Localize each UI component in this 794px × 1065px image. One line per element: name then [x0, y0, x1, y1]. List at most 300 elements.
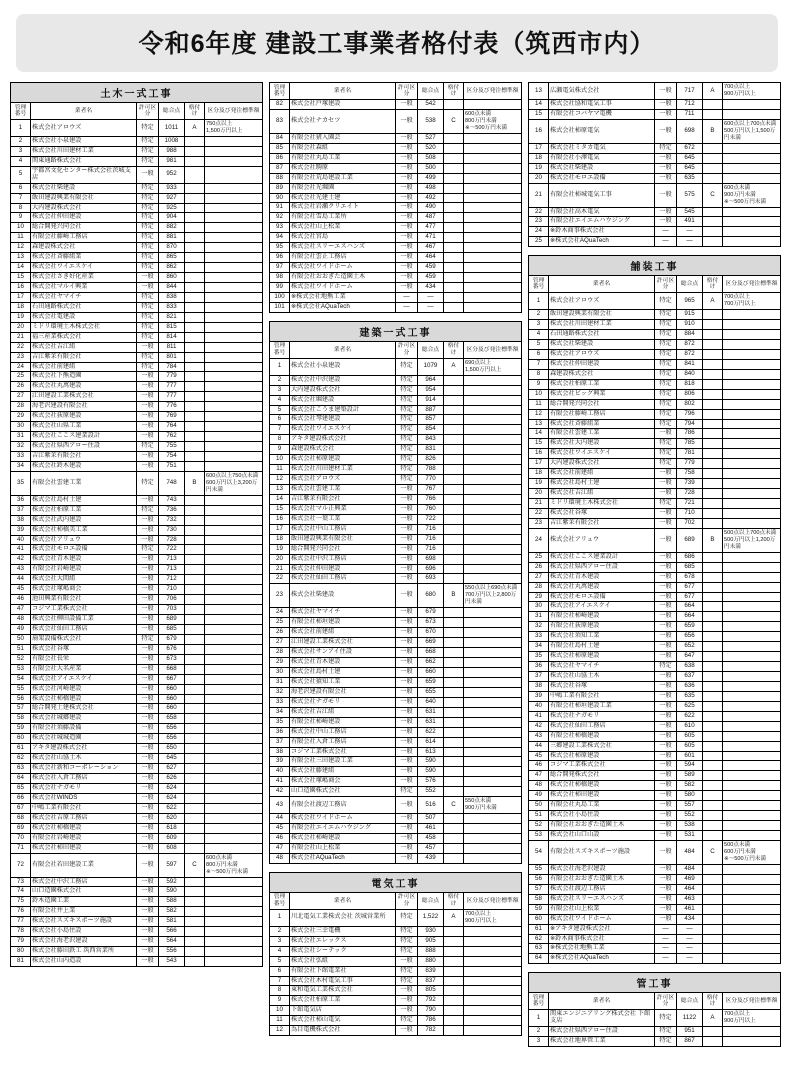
table-row	[11, 694, 263, 704]
table-row	[529, 109, 781, 119]
cell-no: 61	[11, 744, 31, 754]
cell-no: 25	[270, 618, 290, 628]
table-row	[270, 143, 522, 153]
table-row	[11, 283, 263, 293]
cell-standard	[205, 382, 263, 392]
cell-standard	[464, 455, 522, 465]
cell-no: 75	[11, 897, 31, 907]
cell-rank	[185, 392, 205, 402]
table-row	[529, 781, 781, 791]
cell-kyoka: 特定	[137, 292, 159, 302]
table-row	[529, 379, 781, 389]
cell-rank	[185, 461, 205, 471]
cell-kyoka: 一般	[396, 263, 418, 273]
cell-standard	[464, 747, 522, 757]
cell-standard	[723, 310, 781, 320]
cell-score: 461	[418, 824, 444, 834]
cell-name: ※株式会社AQuaTech	[549, 954, 655, 964]
cell-kyoka: 一般	[655, 904, 677, 914]
table-row	[270, 628, 522, 638]
cell-standard	[723, 821, 781, 831]
table-row	[270, 504, 522, 514]
cell-score: 582	[159, 907, 185, 917]
cell-score: 635	[677, 173, 703, 183]
table-row	[270, 554, 522, 564]
table-row	[529, 449, 781, 459]
cell-no: 31	[270, 677, 290, 687]
cell-standard	[205, 595, 263, 605]
table-row	[270, 494, 522, 504]
cell-name: 有限会社渡辺工務店	[290, 797, 396, 814]
cell-rank	[185, 412, 205, 422]
cell-kyoka: 一般	[655, 894, 677, 904]
cell-rank	[703, 914, 723, 924]
cell-standard	[464, 193, 522, 203]
cell-kyoka: 特定	[137, 253, 159, 263]
cell-kyoka: 一般	[137, 783, 159, 793]
table-row	[529, 840, 781, 864]
cell-standard	[464, 485, 522, 495]
cell-rank	[185, 917, 205, 927]
table-row	[270, 465, 522, 475]
cell-rank	[703, 399, 723, 409]
cell-kyoka: 一般	[396, 524, 418, 534]
cell-score: 434	[677, 914, 703, 924]
table-row	[529, 612, 781, 622]
cell-kyoka: 一般	[137, 674, 159, 684]
table-row	[529, 409, 781, 419]
table-row	[270, 100, 522, 110]
cell-score: 576	[418, 777, 444, 787]
cell-standard	[723, 163, 781, 173]
cell-standard	[723, 731, 781, 741]
cell-rank	[703, 791, 723, 801]
cell-no: 72	[11, 853, 31, 877]
cell-score: 698	[418, 554, 444, 564]
cell-standard	[464, 834, 522, 844]
cell-standard	[205, 714, 263, 724]
cell-rank	[185, 575, 205, 585]
cell-kyoka: 特定	[137, 193, 159, 203]
table-row	[270, 648, 522, 658]
cell-score: 814	[159, 332, 185, 342]
cell-standard	[205, 461, 263, 471]
cell-rank	[703, 721, 723, 731]
cell-standard	[464, 564, 522, 574]
cell-score: 685	[677, 562, 703, 572]
cell-no: 33	[270, 697, 290, 707]
cell-score: 464	[677, 884, 703, 894]
cell-name: 有限会社井上業	[31, 907, 137, 917]
table-row	[11, 402, 263, 412]
cell-no: 22	[270, 574, 290, 584]
cell-standard	[464, 814, 522, 824]
cell-standard	[205, 193, 263, 203]
cell-no: 42	[11, 555, 31, 565]
cell-kyoka: 一般	[396, 584, 418, 608]
table-header-row	[11, 103, 263, 120]
cell-kyoka: 特定	[655, 143, 677, 153]
cell-rank	[185, 432, 205, 442]
cell-no: 51	[11, 644, 31, 654]
cell-score: 662	[418, 658, 444, 668]
cell-rank	[703, 508, 723, 518]
cell-no: 91	[270, 203, 290, 213]
cell-rank	[444, 534, 464, 544]
cell-standard	[205, 754, 263, 764]
cell-rank	[444, 193, 464, 203]
cell-rank	[185, 694, 205, 704]
cell-rank	[444, 787, 464, 797]
cell-no: 38	[11, 515, 31, 525]
table-header-row	[270, 341, 522, 358]
cell-standard	[205, 674, 263, 684]
cell-kyoka: 一般	[396, 996, 418, 1006]
cell-standard	[464, 717, 522, 727]
cell-standard: 500点以上700点未満 500万円以上1,200万円未満	[723, 528, 781, 552]
cell-standard	[723, 389, 781, 399]
cell-kyoka: 特定	[396, 475, 418, 485]
table-row	[529, 711, 781, 721]
cell-score: 590	[418, 767, 444, 777]
cell-name: 株式会社仲田建設	[290, 564, 396, 574]
cell-rank	[703, 349, 723, 359]
section-title-hoso: 舗装工事	[528, 255, 781, 275]
cell-name: 有限会社スズキスポーツ施設	[549, 840, 655, 864]
cell-kyoka: 一般	[137, 644, 159, 654]
cell-no: 8	[270, 435, 290, 445]
section-doboku-cont	[269, 82, 522, 313]
cell-name: 有限会社藤崎工務店	[549, 409, 655, 419]
cell-name: 総合開発土建株式会社	[31, 704, 137, 714]
cell-rank	[703, 781, 723, 791]
table-row	[270, 787, 522, 797]
cell-kyoka: 一般	[396, 767, 418, 777]
cell-rank	[703, 429, 723, 439]
cell-no: 33	[11, 451, 31, 461]
cell-rank	[703, 801, 723, 811]
cell-standard	[464, 638, 522, 648]
cell-rank	[703, 874, 723, 884]
cell-standard	[205, 156, 263, 166]
cell-score: 434	[418, 282, 444, 292]
table-row	[270, 385, 522, 395]
cell-kyoka: 一般	[396, 797, 418, 814]
cell-rank	[185, 505, 205, 515]
cell-score: 964	[418, 375, 444, 385]
table-row	[529, 874, 781, 884]
table-row	[11, 555, 263, 565]
cell-no: 3	[270, 936, 290, 946]
table-row	[529, 518, 781, 528]
table-row	[270, 435, 522, 445]
cell-kyoka: 一般	[137, 793, 159, 803]
cell-score: 636	[677, 681, 703, 691]
cell-kyoka: 一般	[137, 555, 159, 565]
table-row	[529, 761, 781, 771]
cell-score: 658	[159, 714, 185, 724]
cell-score: 664	[677, 602, 703, 612]
cell-kyoka: 一般	[396, 193, 418, 203]
cell-rank	[185, 203, 205, 213]
cell-name: 株式会社川田建材工業	[31, 146, 137, 156]
cell-standard	[205, 887, 263, 897]
table-row	[529, 791, 781, 801]
cell-no: 20	[270, 554, 290, 564]
cell-name: 石田通路株式会社	[31, 302, 137, 312]
cell-name: 大内建設株式会社	[549, 459, 655, 469]
cell-name: 株式会社山上松業	[290, 223, 396, 233]
cell-score: 870	[159, 243, 185, 253]
cell-name: ※株式会社地熊工業	[290, 292, 396, 302]
cell-score: 668	[159, 664, 185, 674]
table-row	[270, 687, 522, 697]
table-header-row	[270, 892, 522, 909]
tbody-kenchiku	[270, 358, 522, 863]
cell-standard	[464, 282, 522, 292]
th-kyoka: 許可区分	[655, 276, 677, 293]
cell-name: 関東通路株式会社	[31, 156, 137, 166]
cell-name: 株式会社山内造設	[31, 957, 137, 967]
th-rank: 格付け	[444, 83, 464, 100]
cell-no: 3	[529, 1037, 549, 1047]
cell-name: 株式会社前建組	[549, 469, 655, 479]
cell-score: 712	[677, 99, 703, 109]
cell-no: 1	[529, 1010, 549, 1027]
cell-name: 株式会社ワイドホーム	[290, 814, 396, 824]
table-row	[11, 156, 263, 166]
cell-rank	[703, 642, 723, 652]
table-row	[11, 183, 263, 193]
cell-name: 株式会社藤建組	[290, 767, 396, 777]
cell-score: 580	[677, 791, 703, 801]
cell-kyoka: 一般	[396, 824, 418, 834]
cell-rank	[703, 449, 723, 459]
cell-score: 656	[677, 632, 703, 642]
cell-rank	[185, 166, 205, 183]
cell-kyoka: 特定	[137, 156, 159, 166]
cell-score: 614	[418, 737, 444, 747]
table-row	[529, 1027, 781, 1037]
cell-name: 山口造園株式会社	[31, 887, 137, 897]
cell-standard	[464, 853, 522, 863]
cell-no: 6	[270, 415, 290, 425]
cell-score: 826	[418, 455, 444, 465]
cell-score: 660	[159, 684, 185, 694]
cell-score: 527	[418, 133, 444, 143]
cell-score: 508	[418, 153, 444, 163]
cell-rank	[444, 638, 464, 648]
cell-kyoka: 一般	[137, 412, 159, 422]
cell-score: 652	[677, 642, 703, 652]
cell-score: 728	[677, 489, 703, 499]
cell-rank: C	[703, 840, 723, 864]
cell-score: 888	[418, 946, 444, 956]
cell-standard	[723, 904, 781, 914]
cell-standard	[723, 954, 781, 964]
table-row	[529, 439, 781, 449]
cell-no: 20	[529, 489, 549, 499]
cell-no: 63	[529, 944, 549, 954]
cell-no: 29	[529, 592, 549, 602]
cell-no: 49	[529, 791, 549, 801]
cell-no: 8	[270, 986, 290, 996]
cell-no: 21	[529, 183, 549, 207]
cell-rank	[703, 652, 723, 662]
table-hoso	[528, 275, 781, 964]
cell-kyoka: 一般	[396, 956, 418, 966]
table-row	[11, 146, 263, 156]
cell-rank	[444, 757, 464, 767]
cell-score: 796	[677, 409, 703, 419]
cell-name: 有限会社岩崎建設	[31, 565, 137, 575]
cell-score: 552	[677, 811, 703, 821]
cell-score: 601	[677, 751, 703, 761]
cell-score: ―	[677, 954, 703, 964]
table-row	[11, 442, 263, 452]
cell-score: 624	[159, 793, 185, 803]
cell-rank	[185, 907, 205, 917]
cell-score: 459	[418, 263, 444, 273]
cell-standard	[464, 375, 522, 385]
cell-name: 株式会社ナガモリ	[549, 711, 655, 721]
cell-name: 有限会社山上松業	[549, 904, 655, 914]
cell-standard	[205, 166, 263, 183]
cell-score: 841	[677, 359, 703, 369]
cell-kyoka: 一般	[396, 100, 418, 110]
cell-score: 659	[418, 677, 444, 687]
cell-standard	[464, 415, 522, 425]
cell-no: 12	[11, 243, 31, 253]
table-row	[270, 996, 522, 1006]
cell-standard	[205, 724, 263, 734]
cell-rank	[444, 668, 464, 678]
cell-kyoka: 特定	[396, 358, 418, 375]
table-row	[529, 914, 781, 924]
cell-no: 97	[270, 263, 290, 273]
cell-kyoka: 一般	[137, 166, 159, 183]
table-row	[529, 672, 781, 682]
cell-kyoka: 一般	[137, 897, 159, 907]
table-header-row	[270, 83, 522, 100]
cell-name: 株式会社須知工業	[549, 632, 655, 642]
table-row	[529, 582, 781, 592]
cell-name: 株式会社アロウズ	[549, 349, 655, 359]
table-row	[529, 83, 781, 100]
cell-score: 981	[159, 156, 185, 166]
cell-standard	[205, 136, 263, 146]
cell-no: 83	[270, 109, 290, 133]
cell-kyoka: 一般	[655, 801, 677, 811]
table-row	[11, 332, 263, 342]
cell-score: 647	[677, 652, 703, 662]
cell-standard	[723, 874, 781, 884]
cell-name: 株式会社アロウズ	[31, 120, 137, 137]
cell-no: 101	[270, 302, 290, 312]
cell-score: 622	[159, 803, 185, 813]
cell-standard	[723, 711, 781, 721]
cell-score: 459	[418, 273, 444, 283]
table-row	[270, 926, 522, 936]
cell-rank	[185, 525, 205, 535]
cell-rank	[703, 1027, 723, 1037]
cell-score: 645	[159, 754, 185, 764]
table-denki-part1	[269, 892, 522, 1036]
cell-rank	[444, 435, 464, 445]
cell-score: 767	[418, 485, 444, 495]
cell-standard: 550点以上690点未満 700万円以上2,800万円未満	[464, 584, 522, 608]
cell-standard	[723, 612, 781, 622]
table-row	[270, 608, 522, 618]
cell-name: 広瀬電気株式会社	[549, 83, 655, 100]
cell-kyoka: 一般	[137, 947, 159, 957]
cell-standard	[205, 664, 263, 674]
cell-kyoka: ―	[655, 924, 677, 934]
cell-rank	[185, 322, 205, 332]
cell-rank	[185, 927, 205, 937]
cell-rank	[185, 644, 205, 654]
cell-rank	[703, 153, 723, 163]
cell-name: 総合開発兴同会社	[31, 223, 137, 233]
table-row	[270, 956, 522, 966]
cell-standard	[723, 701, 781, 711]
cell-kyoka: 特定	[655, 409, 677, 419]
cell-score: 730	[159, 525, 185, 535]
page-title: 令和6年度 建設工事業者格付表（筑西市内）	[138, 30, 656, 58]
cell-kyoka: 一般	[137, 595, 159, 605]
cell-score: 951	[677, 1027, 703, 1037]
cell-no: 10	[11, 223, 31, 233]
cell-score: 640	[418, 697, 444, 707]
cell-rank	[185, 744, 205, 754]
cell-no: 45	[11, 585, 31, 595]
cell-kyoka: 一般	[396, 173, 418, 183]
table-row	[11, 704, 263, 714]
cell-score: 467	[418, 243, 444, 253]
cell-score: ―	[677, 237, 703, 247]
table-row	[529, 691, 781, 701]
table-row	[270, 638, 522, 648]
cell-name: 株式会社一葉工業	[290, 514, 396, 524]
cell-kyoka: 特定	[137, 183, 159, 193]
cell-name: 株式会社ヤマイチ	[549, 662, 655, 672]
table-row	[11, 372, 263, 382]
cell-name: 総合開発株式会社	[549, 771, 655, 781]
cell-score: 884	[677, 330, 703, 340]
cell-rank	[703, 419, 723, 429]
cell-kyoka: 一般	[655, 771, 677, 781]
cell-kyoka: 特定	[396, 425, 418, 435]
cell-no: 11	[529, 399, 549, 409]
cell-standard	[464, 253, 522, 263]
cell-score: 645	[677, 153, 703, 163]
cell-rank	[444, 233, 464, 243]
table-row	[11, 565, 263, 575]
table-row	[529, 508, 781, 518]
cell-no: 39	[270, 757, 290, 767]
cell-score: 625	[677, 701, 703, 711]
cell-standard	[205, 783, 263, 793]
cell-name: 株式会社地界管工業	[549, 1037, 655, 1047]
cell-rank	[703, 369, 723, 379]
table-row	[11, 823, 263, 833]
cell-score: 545	[677, 207, 703, 217]
cell-score: 710	[159, 585, 185, 595]
cell-score: 988	[159, 146, 185, 156]
cell-score: 872	[677, 349, 703, 359]
table-row	[11, 203, 263, 213]
cell-name: ※株式会社AQuaTech	[549, 237, 655, 247]
